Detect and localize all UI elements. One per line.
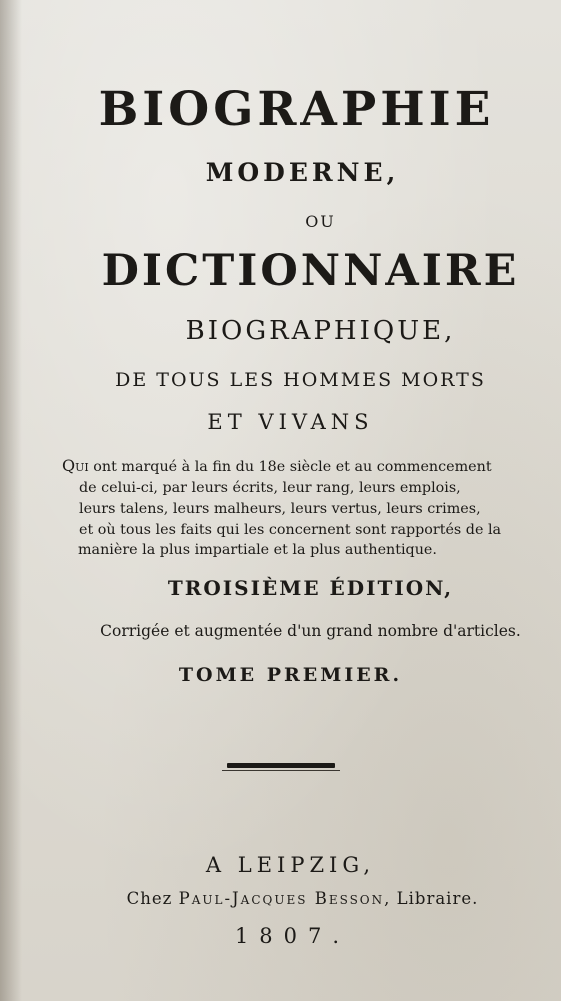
title-moderne: MODERNE, [205, 158, 400, 187]
description-lead: Qui [62, 456, 89, 475]
publisher-role: , Libraire. [384, 889, 479, 908]
imprint-place: A LEIPZIG, [205, 853, 376, 877]
description-line-5: manière la plus impartiale et la plus authentique. [78, 542, 437, 558]
description-line-3: leurs talens, leurs malheurs, leurs vertus, leurs crimes, [79, 501, 481, 517]
title-ou: OU [305, 212, 336, 231]
description-line-4: et où tous les faits qui les concernent sont rapportés de la [79, 522, 502, 538]
title-biographie: BIOGRAPHIE [98, 82, 495, 137]
imprint-year: 1807. [234, 924, 351, 948]
spine-shadow [0, 0, 22, 1001]
edition-statement: TROISIÈME ÉDITION, [167, 576, 454, 600]
decorative-rule-thin [222, 770, 340, 771]
title-et-vivans: ET VIVANS [207, 410, 374, 434]
title-biographique: BIOGRAPHIQUE, [185, 316, 456, 346]
title-de-tous-les-hommes: DE TOUS LES HOMMES MORTS [115, 369, 486, 391]
description-line-2: de celui-ci, par leurs écrits, leur rang, leurs emplois, [79, 480, 461, 496]
corrected-statement: Corrigée et augmentée d'un grand nombre d'articles. [100, 622, 521, 640]
description-line-1 [62, 456, 542, 477]
publisher-name: Paul-Jacques Besson [178, 889, 385, 908]
imprint-chez: Chez [126, 889, 179, 908]
title-dictionnaire: DICTIONNAIRE [101, 246, 520, 296]
decorative-rule [227, 763, 335, 768]
description-line-1-text: ont marqué à la fin du 18e siècle et au commencement [88, 459, 492, 475]
imprint-publisher [0, 889, 561, 908]
volume-statement: TOME PREMIER. [178, 664, 403, 686]
